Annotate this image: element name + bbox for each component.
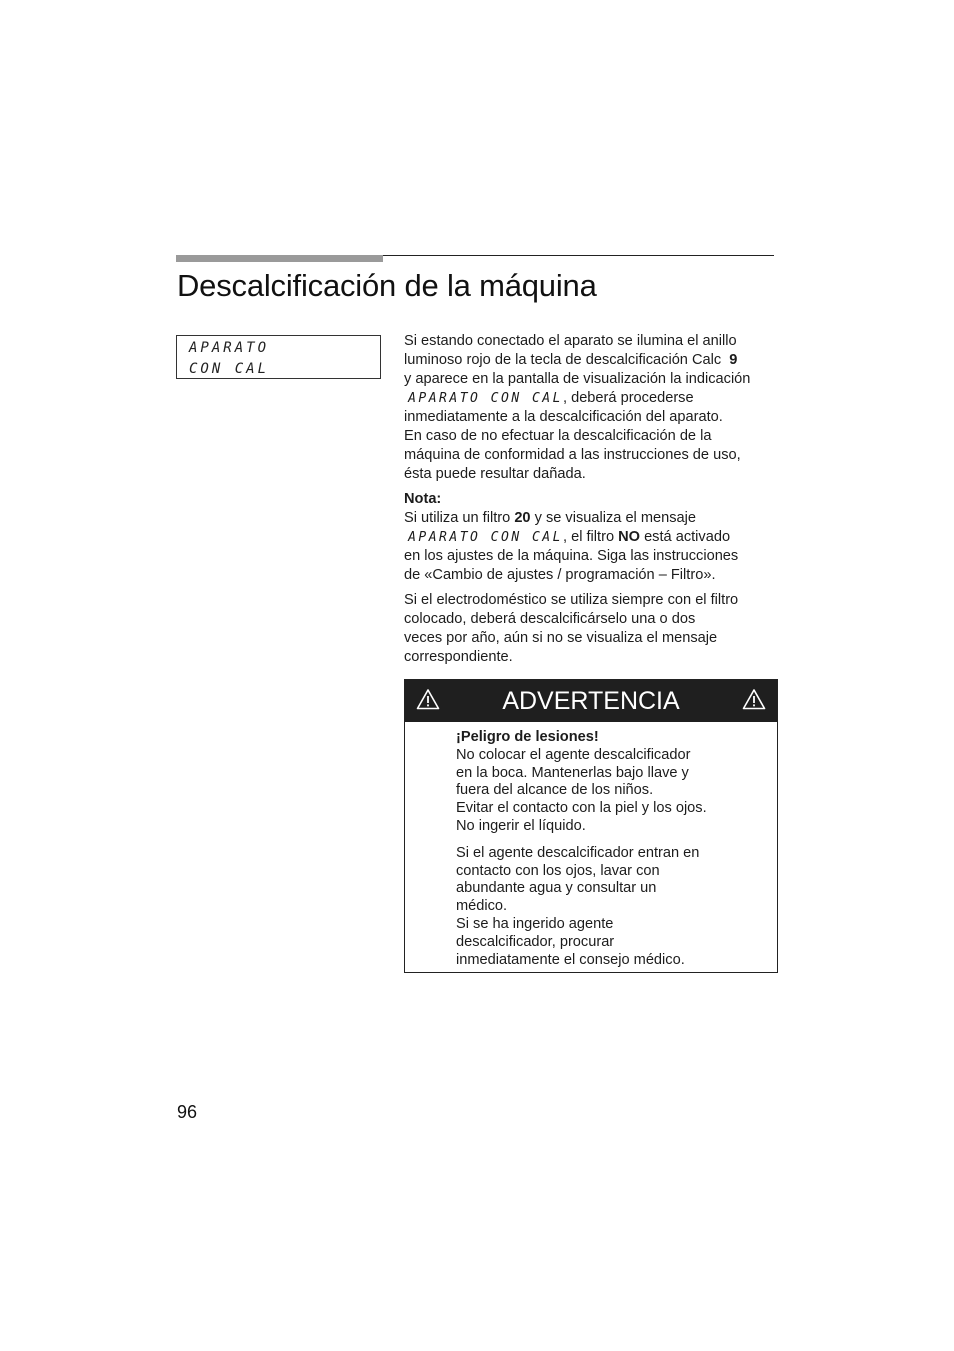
warning-line: descalcificador, procurar xyxy=(456,933,615,950)
text-line: ésta puede resultar dañada. xyxy=(404,466,586,482)
text-line: en los ajustes de la máquina. Siga las instrucciones xyxy=(404,548,739,564)
warning-line: contacto con los ojos, lavar con xyxy=(456,862,660,879)
warning-body xyxy=(456,729,756,969)
intro-paragraph xyxy=(404,332,776,484)
no-word: NO xyxy=(618,529,641,545)
text-span: , deberá procederse xyxy=(562,390,694,406)
text-line xyxy=(404,351,776,370)
page-title: Descalcificación de la máquina xyxy=(177,268,597,303)
text-line: y aparece en la pantalla de visualización la indicación xyxy=(404,371,751,387)
warning-line: inmediatamente el consejo médico. xyxy=(456,951,685,968)
text-line: veces por año, aún si no se visualiza el mensaje xyxy=(404,630,718,646)
warning-line: en la boca. Mantenerlas bajo llave y xyxy=(456,764,689,781)
header-rule-accent xyxy=(176,255,383,262)
warning-heading: ¡Peligro de lesiones! xyxy=(456,729,599,745)
calc-key-label: Calc xyxy=(691,352,722,368)
display-text-inline: APARATO CON CAL xyxy=(408,530,563,545)
text-span: Si utiliza un filtro xyxy=(404,510,515,526)
warning-title: ADVERTENCIA xyxy=(502,687,680,715)
filter-number: 20 xyxy=(514,510,531,526)
warning-line: Evitar el contacto con la piel y los ojos. xyxy=(456,800,707,817)
text-span: está activado xyxy=(640,529,731,545)
warning-triangle-icon xyxy=(742,688,766,710)
page-number: 96 xyxy=(177,1102,198,1122)
text-line xyxy=(404,389,776,408)
text-line: Si estando conectado el aparato se ilumina el anillo xyxy=(404,333,737,349)
warning-line: abundante agua y consultar un xyxy=(456,880,657,897)
text-line xyxy=(404,528,776,547)
text-line: inmediatamente a la descalcificación del aparato. xyxy=(404,409,723,425)
warning-line: Si el agente descalcificador entran en xyxy=(456,844,700,861)
text-span: , el filtro xyxy=(562,529,619,545)
warning-line: Si se ha ingerido agente xyxy=(456,915,614,932)
text-line: colocado, deberá descalcificárselo una o dos xyxy=(404,611,696,627)
warning-line: médico. xyxy=(456,898,508,915)
warning-line: fuera del alcance de los niños. xyxy=(456,782,654,799)
warning-line: No ingerir el líquido. xyxy=(456,817,586,834)
text-line: de «Cambio de ajustes / programación – Filtro». xyxy=(404,567,716,583)
calc-key-number: 9 xyxy=(729,352,738,368)
display-line-1: APARATO xyxy=(189,340,270,356)
display-illustration xyxy=(176,335,381,379)
note-heading: Nota: xyxy=(404,491,442,507)
text-line xyxy=(404,509,776,528)
note-paragraph xyxy=(404,490,776,585)
text-span: y se visualiza el mensaje xyxy=(530,510,697,526)
main-text-column xyxy=(404,332,776,667)
display-text-inline: APARATO CON CAL xyxy=(408,391,563,406)
text-line: En caso de no efectuar la descalcificación de la xyxy=(404,428,712,444)
warning-header xyxy=(405,680,777,722)
text-span: luminoso rojo de la tecla de descalcificación xyxy=(404,352,688,368)
text-line: correspondiente. xyxy=(404,649,513,665)
warning-line: No colocar el agente descalcificador xyxy=(456,746,691,763)
display-line-2: CON CAL xyxy=(189,361,270,377)
text-line: máquina de conformidad a las instrucciones de uso, xyxy=(404,447,741,463)
text-line: Si el electrodoméstico se utiliza siempre con el filtro xyxy=(404,592,739,608)
warning-box xyxy=(404,679,778,973)
filter-paragraph xyxy=(404,591,776,667)
